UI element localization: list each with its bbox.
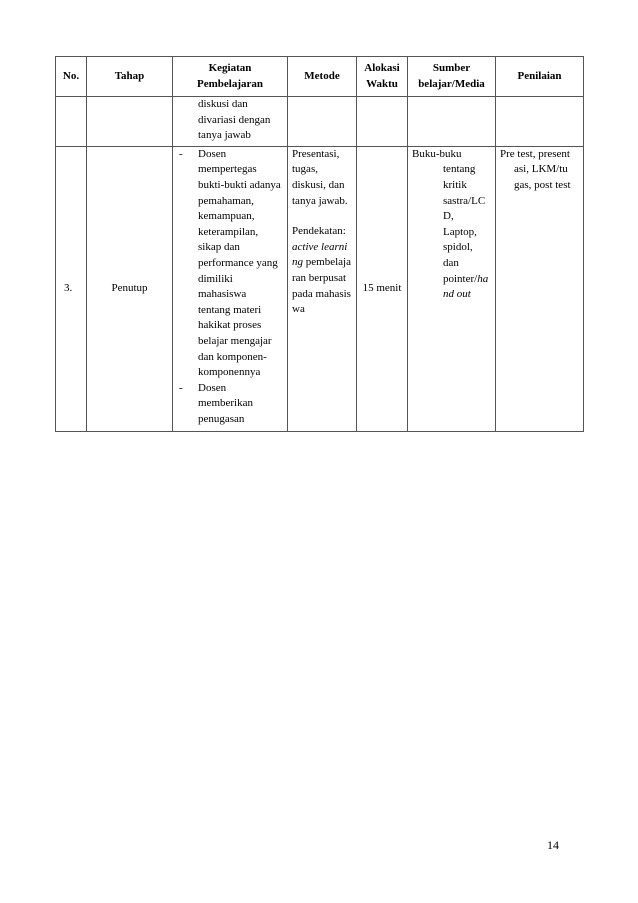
cell-kegiatan-continuation: diskusi dan divariasi dengan tanya jawab [173, 97, 288, 147]
header-sumber: Sumber belajar/Media [408, 57, 496, 97]
lesson-plan-table [55, 56, 584, 432]
cell-metode [288, 146, 357, 432]
header-alokasi: Alokasi Waktu [357, 57, 408, 97]
cell-no: 3. [56, 146, 87, 432]
header-row [56, 57, 584, 97]
kegiatan-list [177, 147, 281, 428]
header-metode: Metode [288, 57, 357, 97]
metode-text: Presentasi, tugas, diskusi, dan tanya jawab. [292, 147, 348, 207]
list-item: - Dosen memberikan penugasan [177, 381, 281, 428]
list-item: - Dosen mempertegas bukti-bukti adanya pemahaman, kemampuan, keterampilan, sikap dan performance yang dimiliki mahasiswa tentang materi hakikat proses belajar mengajar dan komponen-komponennya [177, 147, 281, 381]
header-no: No. [56, 57, 87, 97]
metode-approach: Pendekatan: active learning pembelajaran berpusat pada mahasiswa [292, 225, 351, 316]
table-row [56, 97, 584, 147]
header-kegiatan: Kegiatan Pembelajaran [173, 57, 288, 97]
header-tahap: Tahap [87, 57, 173, 97]
cell-alokasi: 15 menit [357, 146, 408, 432]
header-penilaian: Penilaian [496, 57, 584, 97]
cell-tahap: Penutup [87, 146, 173, 432]
cell-sumber: Buku-buku tentang kritik sastra/LC D, Laptop, spidol, dan pointer/hand out [408, 146, 496, 432]
cell-kegiatan [173, 146, 288, 432]
table-row [56, 146, 584, 432]
cell-penilaian: Pre test, presentasi, LKM/tugas, post test [496, 146, 584, 432]
page-number: 14 [547, 838, 559, 852]
